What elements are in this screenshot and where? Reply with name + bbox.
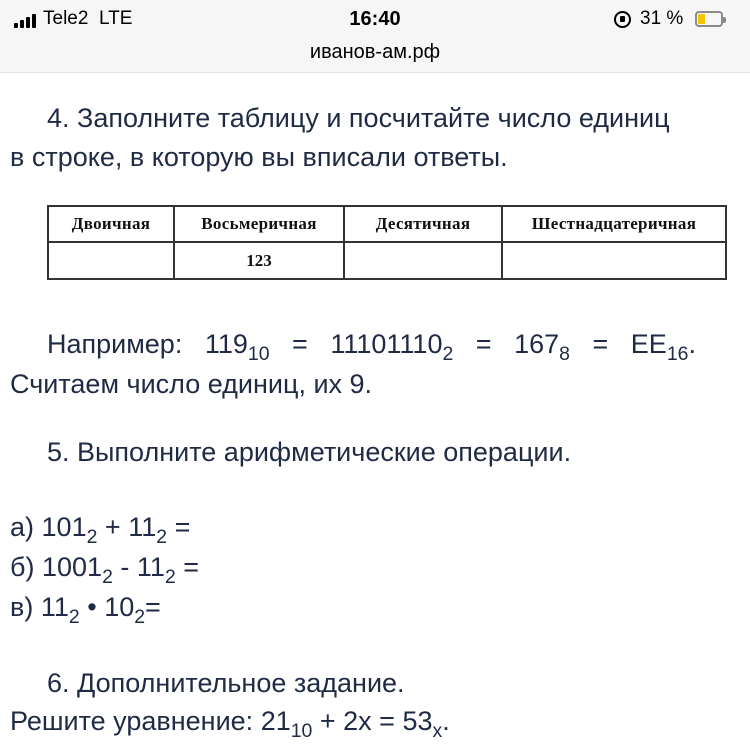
operand-base: 2 — [156, 525, 168, 548]
operand-base: 2 — [134, 605, 146, 628]
equals-sign: = — [174, 512, 191, 542]
operand-base: 2 — [86, 525, 98, 548]
network-type: LTE — [98, 8, 133, 29]
table-cell-octal: 123 — [174, 242, 344, 279]
table-cell-hex — [502, 242, 726, 279]
operator: • — [87, 592, 97, 622]
operator: - — [120, 552, 130, 582]
table-header: Восьмеричная — [174, 206, 344, 242]
operand: 1001 — [41, 552, 103, 582]
equals-sign: = — [183, 552, 200, 582]
operand: 53 — [402, 706, 433, 736]
task4-title-line2: в строке, в которую вы вписали ответы. — [10, 142, 508, 172]
table-header: Двоичная — [48, 206, 174, 242]
equation-middle: + 2x = — [319, 706, 395, 736]
table-row — [48, 242, 726, 279]
task6-title: 6. Дополнительное задание. — [47, 668, 405, 698]
operand-base: 2 — [102, 565, 113, 588]
table-cell-decimal — [344, 242, 502, 279]
battery-fill — [698, 14, 705, 24]
equals-sign: = — [145, 592, 161, 622]
example-base: 10 — [247, 342, 270, 365]
operand: 10 — [104, 592, 135, 622]
example-line2: Считаем число единиц, их 9. — [10, 369, 373, 399]
task5-item-c — [10, 592, 161, 628]
task4-title-line1: 4. Заполните таблицу и посчитайте число единиц — [47, 103, 670, 133]
example-base: 8 — [559, 342, 570, 365]
example-base: 2 — [442, 342, 454, 365]
equation-label: Решите уравнение: — [10, 706, 254, 736]
example-number: 119 — [204, 329, 248, 359]
operand: 21 — [260, 706, 291, 736]
status-bar — [0, 8, 750, 32]
conversion-table — [47, 205, 727, 280]
example-base: 16 — [666, 342, 689, 365]
task5-item-a — [10, 512, 191, 548]
table-cell-binary — [48, 242, 174, 279]
table-header-row — [48, 206, 726, 242]
item-label: б) — [10, 552, 35, 582]
example-number: 167 — [514, 329, 560, 359]
equals-sign: = — [475, 329, 492, 359]
example-line — [47, 329, 696, 365]
example-number: 11101110 — [330, 329, 443, 359]
example-label: Например: — [47, 329, 183, 359]
battery-percent: 31 % — [640, 8, 684, 29]
address-bar-url[interactable]: иванов-ам.рф — [309, 41, 441, 63]
item-label: в) — [10, 592, 34, 622]
example-number: EE — [630, 329, 667, 359]
operand: 11 — [40, 592, 69, 622]
operand-base: 10 — [290, 719, 313, 742]
table-header: Шестнадцатеричная — [502, 206, 726, 242]
operand-base: 2 — [164, 565, 176, 588]
operand-base: x — [432, 719, 443, 742]
operator: + — [104, 512, 121, 542]
status-time: 16:40 — [349, 8, 401, 30]
table-header: Десятичная — [344, 206, 502, 242]
equation-period: . — [442, 706, 450, 736]
carrier-name: Tele2 — [43, 8, 89, 29]
operand: 11 — [128, 512, 157, 542]
operand: 11 — [136, 552, 165, 582]
equals-sign: = — [292, 329, 308, 359]
item-label: а) — [10, 512, 35, 542]
browser-top-bar — [0, 0, 750, 73]
example-period: . — [688, 329, 696, 359]
task5-item-b — [10, 552, 200, 588]
operand-base: 2 — [68, 605, 80, 628]
task5-title: 5. Выполните арифметические операции. — [47, 437, 572, 467]
rotation-lock-icon — [614, 11, 631, 28]
task6-equation — [10, 706, 450, 742]
battery-icon — [695, 11, 723, 27]
operand: 101 — [41, 512, 87, 542]
equals-sign: = — [592, 329, 609, 359]
